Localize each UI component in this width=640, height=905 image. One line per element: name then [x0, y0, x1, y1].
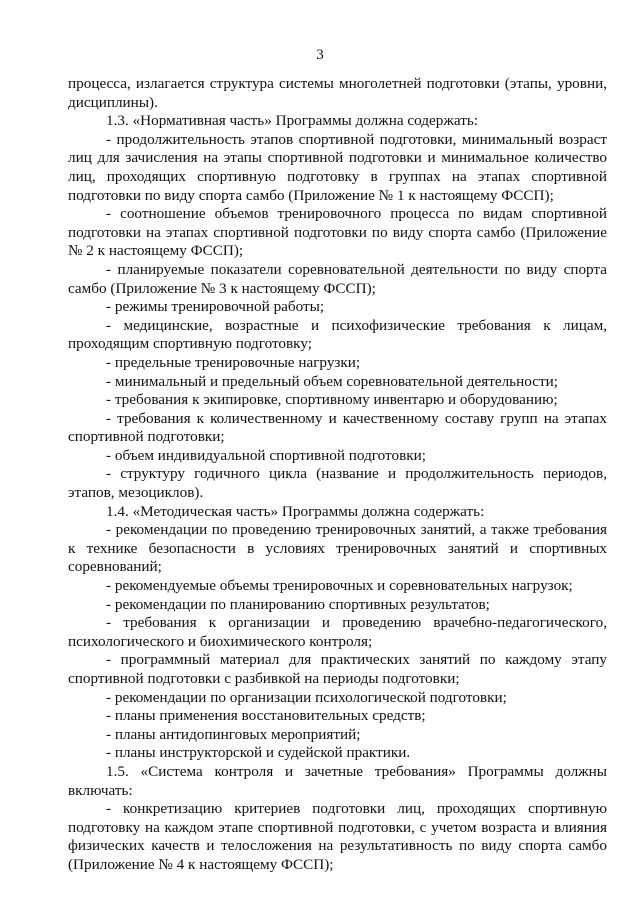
list-item: - требования к экипировке, спортивному инвентарю и оборудованию;: [106, 391, 558, 409]
list-item: - предельные тренировочные нагрузки;: [106, 353, 361, 371]
list-item: - рекомендации по проведению тренировочных занятий, а также требования к технике безопасности в условиях тренировочных занятий и спортивных соревнований;: [68, 521, 607, 576]
list-item: - режимы тренировочной работы;: [106, 298, 325, 316]
paragraph: процесса, излагается структура системы многолетней подготовки (этапы, уровни, дисциплины).: [68, 75, 607, 111]
list-item: - рекомендации по планированию спортивных результатов;: [106, 595, 490, 613]
list-item: - продолжительность этапов спортивной подготовки, минимальный возраст лиц для зачисления на этапы спортивной подготовки и минимальное количество лиц, проходящих спортивную подготовку в группах на этапах спортивной подготовки по виду спорта самбо (Приложение № 1 к настоящему ФССП);: [68, 130, 607, 204]
section-heading-1-4: 1.4. «Методическая часть» Программы должна содержать:: [106, 502, 485, 520]
page-number: 3: [316, 47, 324, 63]
list-item: - планы применения восстановительных средств;: [106, 707, 426, 725]
list-item: - требования к количественному и качественному составу групп на этапах спортивной подготовки;: [68, 409, 607, 446]
list-item: - соотношение объемов тренировочного процесса по видам спортивной подготовки на этапах спортивной подготовки по виду спорта самбо (Приложение № 2 к настоящему ФССП);: [68, 205, 607, 260]
list-item: - медицинские, возрастные и психофизические требования к лицам, проходящим спортивную подготовку;: [68, 316, 607, 353]
document-body: [68, 75, 607, 875]
list-item: - планы антидопинговых мероприятий;: [106, 725, 361, 743]
list-item: - минимальный и предельный объем соревновательной деятельности;: [106, 372, 558, 390]
list-item: - программный материал для практических занятий по каждому этапу спортивной подготовки с разбивкой на периоды подготовки;: [68, 651, 607, 687]
list-item: - рекомендуемые объемы тренировочных и соревновательных нагрузок;: [106, 577, 573, 595]
section-heading-1-3: 1.3. «Нормативная часть» Программы должна содержать:: [106, 112, 478, 130]
list-item: - структуру годичного цикла (название и продолжительность периодов, этапов, мезоциклов).: [68, 465, 607, 502]
list-item: - планы инструкторской и судейской практики.: [106, 744, 411, 762]
section-heading-1-5: 1.5. «Система контроля и зачетные требования» Программы должны включать:: [68, 762, 607, 799]
list-item: - конкретизацию критериев подготовки лиц, проходящих спортивную подготовку на каждом этапе спортивной подготовки, с учетом возраста и влияния физических качеств и телосложения на результативность по виду спорта самбо (Приложение № 4 к настоящему ФССП);: [68, 800, 607, 873]
list-item: - требования к организации и проведению врачебно-педагогического, психологического и биохимического контроля;: [68, 614, 607, 650]
list-item: - объем индивидуальной спортивной подготовки;: [106, 446, 426, 464]
list-item: - планируемые показатели соревновательной деятельности по виду спорта самбо (Приложение № 3 к настоящему ФССП);: [68, 260, 607, 297]
list-item: - рекомендации по организации психологической подготовки;: [106, 688, 507, 706]
